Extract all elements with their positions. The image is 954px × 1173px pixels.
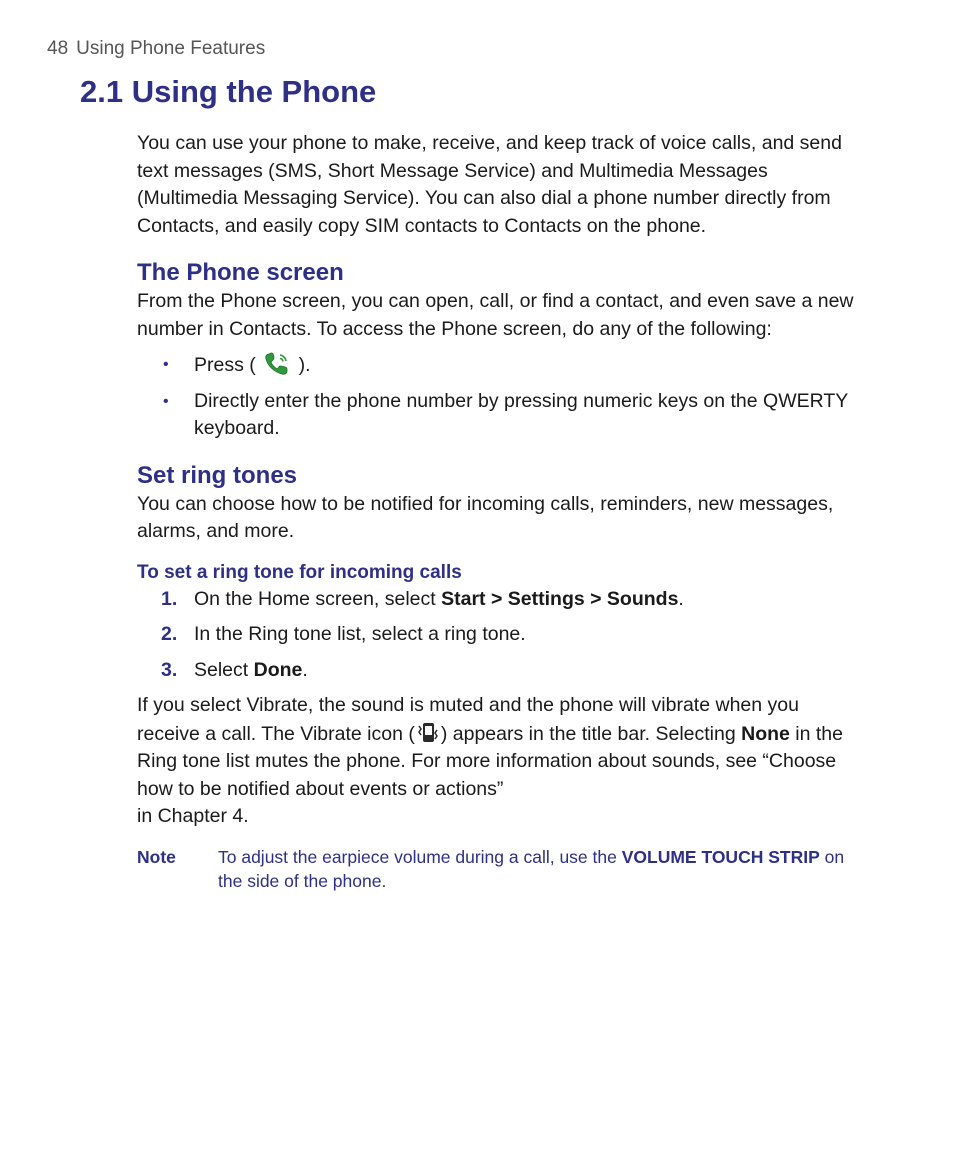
step-text: Select [194,658,254,681]
procedure-heading: To set a ring tone for incoming calls [137,561,462,583]
note-label: Note [137,846,176,867]
step-item [137,621,867,649]
step-text-end: . [678,587,684,610]
step-number: 1. [161,587,178,610]
ring-tones-heading: Set ring tones [137,461,298,489]
note-bold-text: VOLUME TOUCH STRIP [621,846,820,867]
bullet-text: Directly enter the phone number by pressing numeric keys on the QWERTY keyboard. [194,389,848,439]
intro-paragraph: You can use your phone to make, receive, and keep track of voice calls, and send text messages (SMS, Short Message Service) and Multimedia Messages (Multimedia Messaging Service). You can also dial a phone number directly from Contacts, and easily copy SIM contacts to Contacts on the phone. [137,132,842,237]
note-text-end: on the side of the phone. [218,846,845,891]
step-text: On the Home screen, select [194,587,442,610]
section-name: Using Phone Features [76,38,266,59]
bullet-marker: • [163,392,169,410]
ring-tones-body: You can choose how to be notified for incoming calls, reminders, new messages, alarms, and more. [137,492,834,542]
step-number: 3. [161,658,178,681]
bullet-text-end: ). [298,354,311,376]
step-bold-text: Done [253,658,303,681]
vibrate-text-1: If you select Vibrate, the sound is muted and the phone will vibrate when you receive a call. The Vibrate icon ( [137,694,799,745]
vibrate-text-4: in Chapter 4. [137,805,249,827]
step-item [137,586,867,614]
step-bold-text: Start > Settings > Sounds [441,587,679,610]
access-methods-list [137,351,867,443]
step-number: 2. [161,623,178,645]
page-number: 48 [47,38,69,59]
list-item [137,351,867,380]
step-text-end: . [302,658,308,681]
step-text: In the Ring tone list, select a ring tone. [194,623,526,645]
list-item [137,388,867,443]
note-text: To adjust the earpiece volume during a call, use the [218,846,622,867]
vibrate-text-3: in the Ring tone list mutes the phone. For more information about sounds, see “Choose how to be notified about events or actions” [137,722,843,800]
phone-call-icon [263,351,291,377]
page-header [47,38,265,60]
vibrate-icon [416,720,440,746]
step-item [137,657,867,685]
bullet-text: Press ( [194,354,256,376]
bullet-marker: • [163,356,169,373]
note-body [218,845,867,893]
vibrate-text-2: ) appears in the title bar. Selecting [440,722,742,745]
vibrate-bold-text: None [741,722,790,745]
main-content [137,130,867,893]
phone-screen-heading: The Phone screen [137,259,344,286]
phone-screen-body: From the Phone screen, you can open, call, or find a contact, and even save a new number in Contacts. To access the Phone screen, do any of the following: [137,290,854,340]
note-box [137,845,867,893]
steps-list [137,586,867,685]
vibrate-paragraph [137,692,867,831]
page-title: 2.1 Using the Phone [80,74,377,109]
